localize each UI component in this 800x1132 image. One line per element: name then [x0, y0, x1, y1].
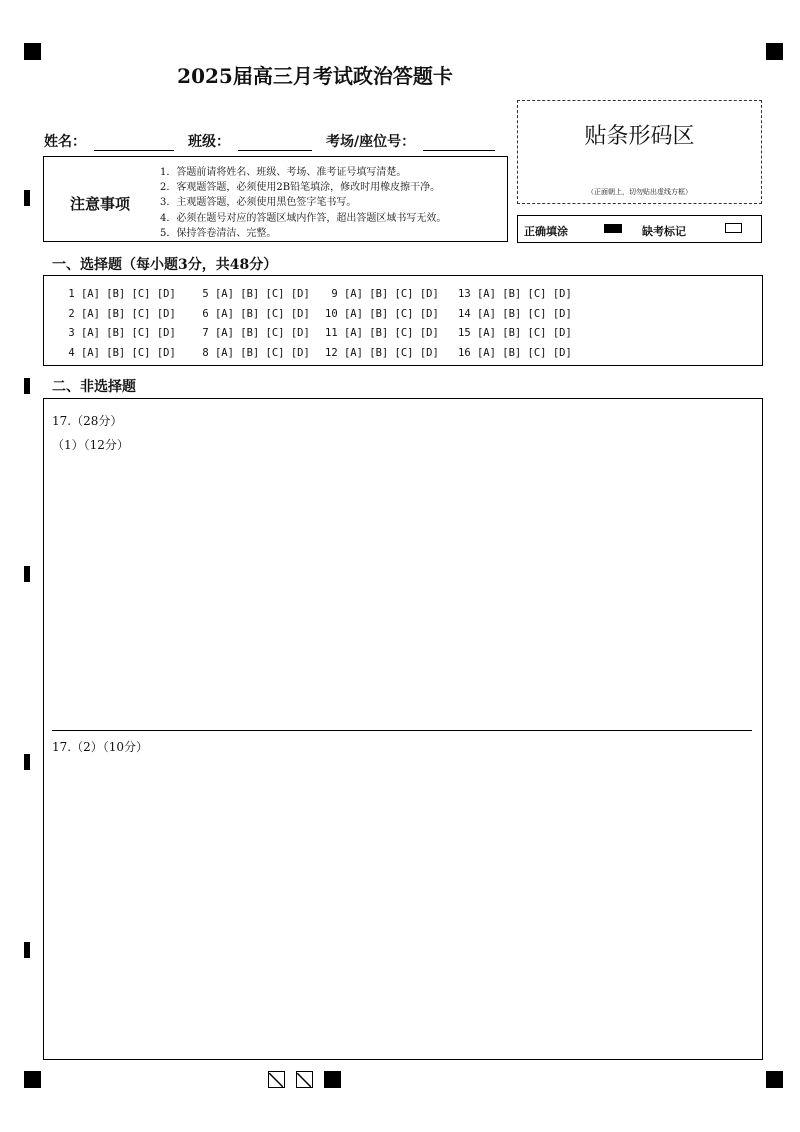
mc-column [62, 285, 176, 364]
notice-item: 1．答题前请将姓名、班级、考场、准考证号填写清楚。 [160, 167, 407, 178]
mc-column [458, 285, 572, 364]
mc-question-row[interactable]: 9 [A] [B] [C] [D] [325, 288, 439, 300]
section-1-title: 一、选择题（每小题3分，共48分） [52, 257, 278, 273]
mc-question-row[interactable]: 14 [A] [B] [C] [D] [458, 307, 572, 320]
timing-mark [24, 754, 30, 770]
mc-question-row[interactable]: 16 [A] [B] [C] [D] [458, 347, 572, 360]
notice-heading: 注意事项 [70, 195, 131, 213]
answer-area[interactable] [43, 398, 763, 1060]
notice-item: 3．主观题答题，必须使用黑色签字笔书写。 [160, 197, 357, 209]
question-17-label: 17.（28分） [52, 414, 123, 428]
answer-divider [52, 730, 752, 731]
timing-mark [24, 566, 30, 582]
class-label: 班级： [188, 134, 230, 150]
absent-mark-box[interactable] [725, 223, 742, 233]
mc-question-row[interactable]: 15 [A] [B] [C] [D] [458, 327, 572, 340]
notice-item: 5．保持答卷清洁、完整。 [160, 227, 277, 239]
question-17-1-label: （1）（12分） [52, 438, 129, 452]
mc-question-row[interactable]: 5 [A] [B] [C] [D] [196, 288, 310, 300]
notice-item: 2．客观题答题，必须使用2B铅笔填涂，修改时用橡皮擦干净。 [160, 182, 441, 194]
mc-question-row[interactable]: 6 [A] [B] [C] [D] [196, 307, 310, 320]
absent-mark-label: 缺考标记 [642, 225, 686, 238]
mc-column [196, 285, 310, 364]
notice-box [43, 156, 508, 242]
mc-column [325, 285, 439, 364]
seat-field[interactable] [423, 134, 495, 151]
page-mark-filled [324, 1071, 341, 1088]
correct-fill-label: 正确填涂 [524, 225, 568, 238]
notice-list [160, 165, 446, 241]
barcode-note: （正面朝上，切勿贴出虚线方框） [587, 188, 692, 196]
mc-question-row[interactable]: 13 [A] [B] [C] [D] [458, 288, 572, 300]
page-mark-hatched [268, 1071, 285, 1088]
mc-question-row[interactable]: 10 [A] [B] [C] [D] [325, 307, 439, 320]
question-17-2-label: 17.（2）（10分） [52, 740, 148, 754]
name-field[interactable] [94, 134, 174, 151]
student-info-row [44, 131, 495, 151]
corner-mark-top-left [24, 43, 41, 60]
correct-fill-sample [604, 224, 622, 233]
mc-question-row[interactable]: 4 [A] [B] [C] [D] [62, 347, 176, 360]
name-label: 姓名： [44, 134, 86, 150]
timing-mark [24, 190, 30, 206]
seat-label: 考场/座位号： [326, 134, 416, 150]
mc-question-row[interactable]: 2 [A] [B] [C] [D] [62, 307, 176, 320]
class-field[interactable] [238, 134, 312, 151]
mc-question-row[interactable]: 8 [A] [B] [C] [D] [196, 347, 310, 360]
mc-question-row[interactable]: 1 [A] [B] [C] [D] [62, 288, 176, 300]
timing-mark [24, 942, 30, 958]
corner-mark-bottom-right [766, 1071, 783, 1088]
mc-question-row[interactable]: 11 [A] [B] [C] [D] [325, 327, 439, 340]
corner-mark-bottom-left [24, 1071, 41, 1088]
mc-question-row[interactable]: 12 [A] [B] [C] [D] [325, 347, 439, 360]
barcode-area[interactable] [517, 100, 762, 204]
page-mark-hatched [296, 1071, 313, 1088]
notice-item: 4．必须在题号对应的答题区域内作答，超出答题区域书写无效。 [160, 212, 447, 224]
multiple-choice-area [43, 275, 763, 366]
sheet-title: 2025届高三月考试政治答题卡 [177, 64, 453, 88]
barcode-title: 贴条形码区 [584, 124, 695, 149]
timing-mark [24, 378, 30, 394]
mc-question-row[interactable]: 3 [A] [B] [C] [D] [62, 327, 176, 340]
corner-mark-top-right [766, 43, 783, 60]
section-2-title: 二、非选择题 [52, 379, 136, 395]
fill-legend [517, 215, 762, 243]
mc-question-row[interactable]: 7 [A] [B] [C] [D] [196, 327, 310, 340]
